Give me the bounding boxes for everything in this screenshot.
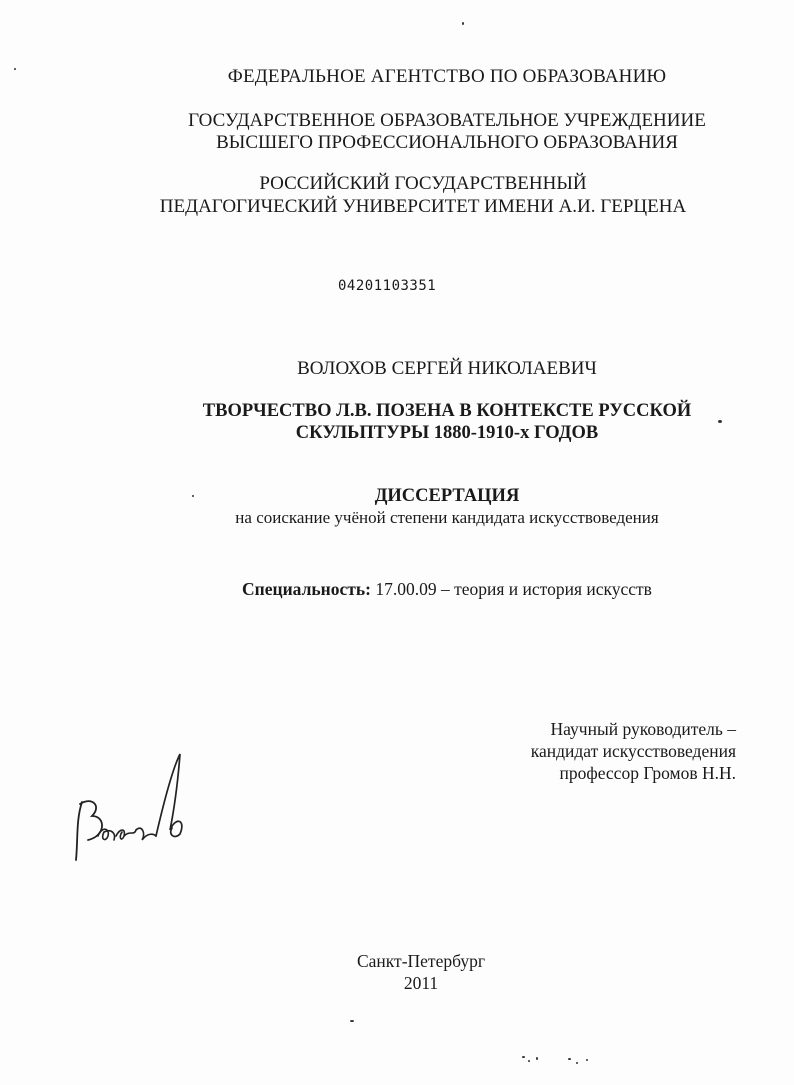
scan-speck [522, 1056, 525, 1058]
city: Санкт-Петербург [356, 951, 486, 971]
agency-name: ФЕДЕРАЛЬНОЕ АГЕНТСТВО ПО ОБРАЗОВАНИЮ [227, 66, 667, 87]
degree-line: на соискание учёной степени кандидата искусствоведения [235, 508, 659, 527]
scan-speck [350, 1020, 354, 1022]
specialty-value: 17.00.09 – теория и история искусств [375, 579, 652, 599]
scan-speck [586, 1059, 588, 1061]
specialty-label: Специальность: [242, 579, 371, 599]
university-line-2: ПЕДАГОГИЧЕСКИЙ УНИВЕРСИТЕТ ИМЕНИ А.И. ГЕРЦЕНА [159, 196, 687, 217]
scan-speck [576, 1062, 578, 1064]
year: 2011 [403, 973, 439, 993]
scan-speck [462, 22, 464, 25]
scan-speck [568, 1058, 571, 1060]
thesis-title-line-2: СКУЛЬПТУРЫ 1880-1910-х ГОДОВ [295, 423, 599, 443]
supervisor-line-1: Научный руководитель – [550, 719, 736, 739]
handwritten-signature [62, 740, 202, 870]
supervisor-line-3: профессор Громов Н.Н. [559, 763, 736, 783]
document-type: ДИССЕРТАЦИЯ [374, 486, 520, 506]
scan-speck [536, 1057, 538, 1060]
institution-line-1: ГОСУДАРСТВЕННОЕ ОБРАЗОВАТЕЛЬНОЕ УЧРЕЖДЕНИИЕ [188, 110, 706, 131]
specialty-line [50, 578, 794, 600]
thesis-title-line-1: ТВОРЧЕСТВО Л.В. ПОЗЕНА В КОНТЕКСТЕ РУССКОЙ [202, 401, 692, 421]
supervisor-line-2: кандидат искусствоведения [530, 741, 736, 761]
registration-code: 04201103351 [338, 278, 437, 294]
scan-speck [528, 1060, 530, 1062]
author-name: ВОЛОХОВ СЕРГЕЙ НИКОЛАЕВИЧ [297, 358, 597, 379]
university-line-1: РОССИЙСКИЙ ГОСУДАРСТВЕННЫЙ [259, 173, 587, 194]
institution-line-2: ВЫСШЕГО ПРОФЕССИОНАЛЬНОГО ОБРАЗОВАНИЯ [216, 132, 678, 153]
scan-speck [718, 420, 722, 423]
scan-speck [14, 68, 16, 70]
scan-speck [192, 495, 194, 497]
